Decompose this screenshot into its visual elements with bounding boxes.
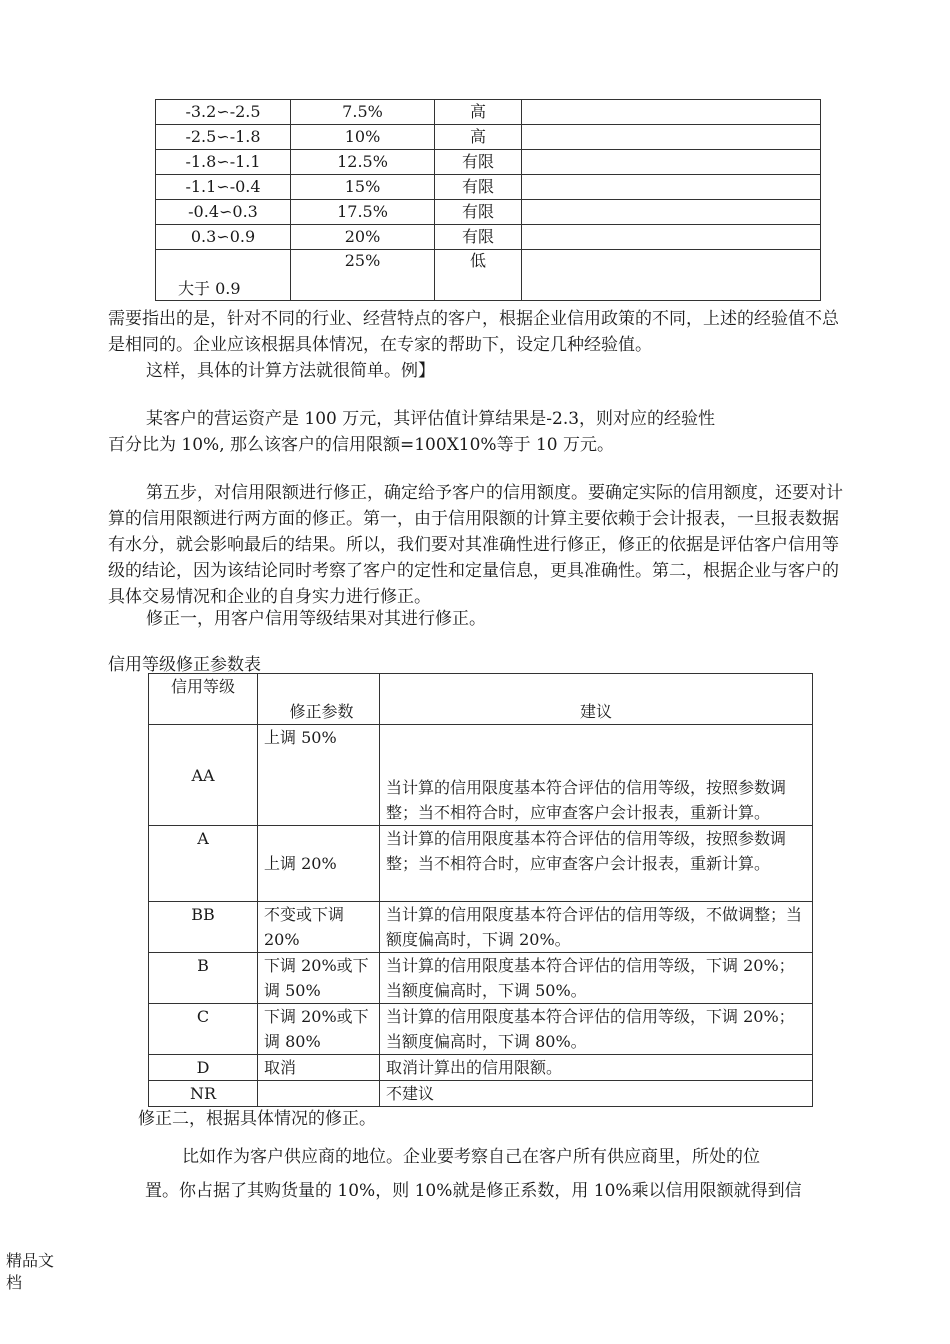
percent-cell: 7.5% (291, 100, 435, 125)
grade-cell: C (149, 1004, 258, 1055)
paragraph-supplier-1: 比如作为客户供应商的地位。企业要考察自己在客户所有供应商里，所处的位 (182, 1147, 760, 1167)
percent-cell: 17.5% (291, 200, 435, 225)
percent-cell: 10% (291, 125, 435, 150)
table-row (156, 175, 821, 200)
table-row (156, 250, 821, 301)
level-cell: 高 (435, 125, 522, 150)
range-cell: -1.8∽-1.1 (156, 150, 291, 175)
advice-cell: 取消计算出的信用限额。 (380, 1055, 813, 1081)
credit-grade-correction-table (148, 673, 813, 1107)
percent-cell: 12.5% (291, 150, 435, 175)
footer-stamp: 精品文档 (6, 1251, 55, 1292)
param-cell: 不变或下调 20% (258, 902, 380, 953)
range-cell: -1.1∽-0.4 (156, 175, 291, 200)
experience-value-table (155, 99, 821, 301)
table-row (156, 150, 821, 175)
paragraph-correction-two: 修正二，根据具体情况的修正。 (138, 1109, 376, 1129)
level-cell: 高 (435, 100, 522, 125)
table-row (156, 100, 821, 125)
advice-cell: 当计算的信用限度基本符合评估的信用等级，按照参数调整；当不相符合时，应审查客户会计报表，重新计算。 (380, 826, 813, 902)
range-cell: -3.2∽-2.5 (156, 100, 291, 125)
paragraph-method: 这样，具体的计算方法就很简单。例】 (146, 361, 435, 381)
range-cell: -0.4∽0.3 (156, 200, 291, 225)
empty-cell (522, 250, 821, 301)
param-header: 修正参数 (258, 674, 380, 725)
param-cell (258, 1081, 380, 1107)
range-cell: 0.3∽0.9 (156, 225, 291, 250)
paragraph-note: 需要指出的是，针对不同的行业、经营特点的客户，根据企业信用政策的不同，上述的经验值不总是相同的。企业应该根据具体情况，在专家的帮助下，设定几种经验值。 (108, 309, 839, 355)
table-row (149, 1055, 813, 1081)
level-cell: 有限 (435, 175, 522, 200)
advice-header: 建议 (380, 674, 813, 725)
paragraph-step-five: 第五步，对信用限额进行修正，确定给予客户的信用额度。要确定实际的信用额度，还要对计算的信用限额进行两方面的修正。第一，由于信用限额的计算主要依赖于会计报表，一旦报表数据有水分，就会影响最后的结果。所以，我们要对其准确性进行修正，修正的依据是评估客户信用等级的结论，因为该结论同时考察了客户的定性和定量信息，更具准确性。第二，根据企业与客户的具体交易情况和企业的自身实力进行修正。 (108, 483, 843, 607)
advice-cell: 当计算的信用限度基本符合评估的信用等级，按照参数调整；当不相符合时，应审查客户会计报表，重新计算。 (380, 725, 813, 826)
level-cell: 有限 (435, 200, 522, 225)
level-cell: 有限 (435, 150, 522, 175)
table-row (149, 1004, 813, 1055)
percent-cell: 15% (291, 175, 435, 200)
paragraph-example-2: 百分比为 10%, 那么该客户的信用限额=100X10%等于 10 万元。 (108, 435, 615, 455)
advice-cell: 不建议 (380, 1081, 813, 1107)
table-row (149, 725, 813, 826)
paragraph-supplier-2: 置。你占据了其购货量的 10%，则 10%就是修正系数，用 10%乘以信用限额就得到信 (145, 1181, 802, 1201)
empty-cell (522, 225, 821, 250)
param-cell: 上调 20% (258, 826, 380, 902)
param-cell: 下调 20%或下调 50% (258, 953, 380, 1004)
percent-cell: 25% (291, 250, 435, 301)
paragraph-correction-one: 修正一，用客户信用等级结果对其进行修正。 (146, 609, 486, 629)
range-cell: -2.5∽-1.8 (156, 125, 291, 150)
empty-cell (522, 150, 821, 175)
percent-cell: 20% (291, 225, 435, 250)
advice-cell: 当计算的信用限度基本符合评估的信用等级，下调 20%；当额度偏高时，下调 50%。 (380, 953, 813, 1004)
table-row (156, 200, 821, 225)
table-row (149, 953, 813, 1004)
range-cell: 大于 0.9 (156, 250, 291, 301)
grade-cell: AA (149, 725, 258, 826)
param-cell: 下调 20%或下调 80% (258, 1004, 380, 1055)
grade-cell: B (149, 953, 258, 1004)
param-cell: 上调 50% (258, 725, 380, 826)
param-cell: 取消 (258, 1055, 380, 1081)
table-row (156, 125, 821, 150)
empty-cell (522, 175, 821, 200)
paragraph-example-1: 某客户的营运资产是 100 万元，其评估值计算结果是-2.3，则对应的经验性 (146, 409, 716, 429)
empty-cell (522, 125, 821, 150)
grade-cell: A (149, 826, 258, 902)
grade-cell: BB (149, 902, 258, 953)
empty-cell (522, 100, 821, 125)
grade-header: 信用等级 (149, 674, 258, 725)
advice-cell: 当计算的信用限度基本符合评估的信用等级，下调 20%；当额度偏高时，下调 80%。 (380, 1004, 813, 1055)
table-row (149, 902, 813, 953)
grade-cell: D (149, 1055, 258, 1081)
table-row (156, 225, 821, 250)
table-header-row (149, 674, 813, 725)
advice-cell: 当计算的信用限度基本符合评估的信用等级，不做调整；当额度偏高时，下调 20%。 (380, 902, 813, 953)
table2-title: 信用等级修正参数表 (108, 655, 261, 675)
level-cell: 低 (435, 250, 522, 301)
table-row (149, 826, 813, 902)
grade-cell: NR (149, 1081, 258, 1107)
empty-cell (522, 200, 821, 225)
table-row (149, 1081, 813, 1107)
level-cell: 有限 (435, 225, 522, 250)
